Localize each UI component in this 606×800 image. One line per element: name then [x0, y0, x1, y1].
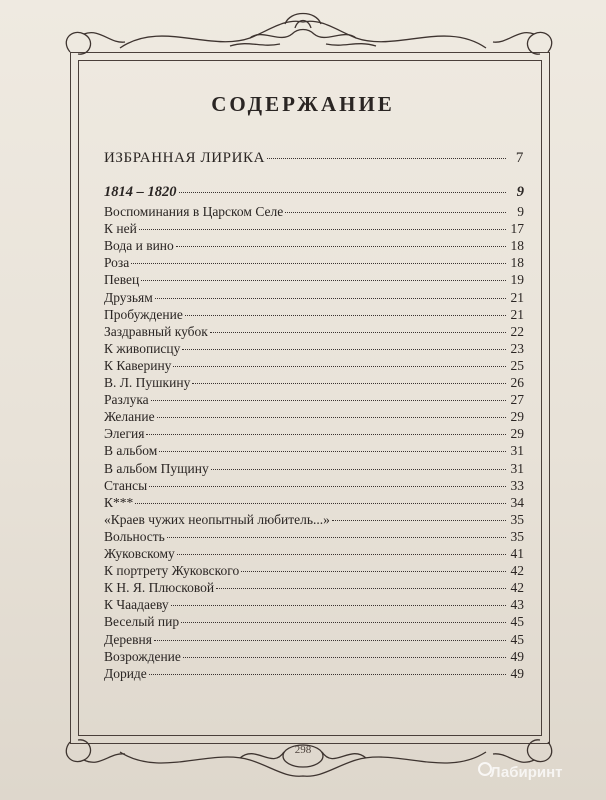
toc-leader-dots — [146, 434, 506, 435]
toc-entry-title: Певец — [104, 272, 140, 288]
toc-page-number: 18 — [510, 255, 524, 271]
toc-entry-row — [104, 204, 524, 220]
toc-page-number: 29 — [510, 426, 524, 442]
toc-leader-dots — [154, 640, 506, 641]
toc-entry-title: К ней — [104, 221, 137, 237]
page-title: СОДЕРЖАНИЕ — [211, 92, 395, 116]
toc-entry-title: Пробуждение — [104, 306, 183, 322]
toc-leader-dots — [139, 229, 506, 230]
toc-page-number: 49 — [510, 648, 524, 664]
toc-entry-row — [104, 666, 524, 682]
toc-page-number: 27 — [510, 392, 524, 408]
toc-entry-row — [104, 512, 524, 528]
toc-entry-row — [104, 529, 524, 545]
toc-period-row — [104, 184, 524, 201]
toc-entry-row — [104, 358, 524, 374]
toc-leader-dots — [179, 192, 507, 193]
toc-leader-dots — [182, 349, 506, 350]
toc-entry-row — [104, 426, 524, 442]
toc-entry-title: Вода и вино — [104, 238, 174, 254]
toc-leader-dots — [151, 400, 506, 401]
toc-leader-dots — [171, 605, 506, 606]
toc-leader-dots — [159, 451, 506, 452]
toc-entry-row — [104, 272, 524, 288]
toc-entry-row — [104, 375, 524, 391]
toc-entry-title: Стансы — [104, 477, 148, 493]
watermark-logo: Лабиринт — [490, 764, 563, 781]
toc-leader-dots — [210, 332, 506, 333]
toc-entry-row — [104, 580, 524, 596]
toc-entry-row — [104, 563, 524, 579]
toc-page-number: 49 — [510, 665, 524, 681]
toc-entry-row — [104, 392, 524, 408]
toc-entry-row — [104, 341, 524, 357]
toc-leader-dots — [267, 158, 506, 159]
toc-leader-dots — [332, 520, 506, 521]
toc-entry-title: Веселый пир — [104, 614, 180, 630]
toc-entry-title: Разлука — [104, 392, 149, 408]
toc-entry-row — [104, 409, 524, 425]
toc-entry-title: Желание — [104, 409, 155, 425]
toc-leader-dots — [241, 571, 506, 572]
toc-entry-title: Роза — [104, 255, 130, 271]
toc-entry-row — [104, 597, 524, 613]
toc-entry-title: В альбом — [104, 443, 158, 459]
toc-leader-dots — [141, 280, 506, 281]
toc-entry-title: Возрождение — [104, 648, 181, 664]
toc-entry-row — [104, 221, 524, 237]
toc-entry-row — [104, 290, 524, 306]
toc-entry-title: К Н. Я. Плюсковой — [104, 580, 215, 596]
toc-entry-title: К Чаадаеву — [104, 597, 169, 613]
toc-entry-title: Дориде — [104, 665, 147, 681]
toc-entry-title: К живописцу — [104, 340, 181, 356]
toc-page-number: 31 — [510, 460, 524, 476]
toc-leader-dots — [135, 503, 506, 504]
toc-entry-row — [104, 495, 524, 511]
toc-page-number: 18 — [510, 238, 524, 254]
toc-leader-dots — [173, 366, 506, 367]
toc-page-number: 43 — [510, 597, 524, 613]
toc-page-number: 9 — [516, 184, 524, 200]
toc-page-number: 9 — [517, 204, 524, 219]
toc-leader-dots — [176, 246, 506, 247]
toc-entry-title: Заздравный кубок — [104, 323, 208, 339]
toc-page-number: 19 — [510, 272, 524, 288]
toc-leader-dots — [131, 263, 506, 264]
toc-leader-dots — [211, 469, 506, 470]
toc-page-number: 45 — [510, 614, 524, 630]
toc-page-number: 21 — [510, 289, 524, 305]
toc-page-number: 45 — [510, 631, 524, 647]
toc-page-number: 29 — [510, 409, 524, 425]
toc-leader-dots — [185, 315, 506, 316]
toc-leader-dots — [149, 486, 506, 487]
toc-page-number: 42 — [510, 563, 524, 579]
toc-entry-row — [104, 443, 524, 459]
toc-entry-row — [104, 238, 524, 254]
toc-entry-title: Воспоминания в Царском Селе — [104, 204, 284, 219]
toc-page-number: 25 — [510, 357, 524, 373]
toc-page-number: 22 — [510, 323, 524, 339]
toc-leader-dots — [177, 554, 506, 555]
toc-page-number: 26 — [510, 375, 524, 390]
toc-page-number: 31 — [510, 443, 524, 459]
toc-page-number: 42 — [510, 580, 524, 596]
toc-entry-title: Деревня — [104, 631, 152, 647]
toc-entry-title: Жуковскому — [104, 546, 175, 561]
toc-page-number: 35 — [510, 511, 524, 527]
toc-section-row — [104, 150, 524, 167]
toc-entry-row — [104, 546, 524, 562]
toc-page-number: 23 — [510, 340, 524, 356]
toc-entry-title: Элегия — [104, 426, 145, 442]
toc-leader-dots — [149, 674, 506, 675]
toc-page-number: 17 — [510, 221, 524, 237]
toc-entry-title: Вольность — [104, 528, 165, 544]
toc-page-number: 33 — [510, 477, 524, 493]
toc-page-number: 21 — [510, 306, 524, 322]
toc-entry-title: «Краев чужих неопытный любитель...» — [104, 511, 330, 527]
toc-page-number: 41 — [510, 546, 524, 561]
toc-entry-title: Друзьям — [104, 289, 153, 305]
toc-page-number: 34 — [510, 494, 524, 510]
toc-leader-dots — [285, 212, 506, 213]
toc-section-label: ИЗБРАННАЯ ЛИРИКА — [104, 150, 266, 166]
toc-leader-dots — [192, 383, 506, 384]
toc-entry-row — [104, 255, 524, 271]
toc-leader-dots — [155, 298, 506, 299]
toc-page-number: 35 — [510, 528, 524, 544]
toc-entry-title: К*** — [104, 494, 134, 510]
toc-entry-row — [104, 461, 524, 477]
toc-leader-dots — [181, 622, 506, 623]
toc-page-number: 7 — [515, 150, 524, 166]
toc-leader-dots — [167, 537, 506, 538]
toc-entry-title: К Каверину — [104, 357, 172, 373]
toc-entry-row — [104, 307, 524, 323]
toc-leader-dots — [216, 588, 506, 589]
toc-leader-dots — [183, 657, 506, 658]
toc-period-label: 1814 – 1820 — [104, 184, 177, 200]
folio-number: 298 — [294, 744, 312, 756]
toc-entry-row — [104, 324, 524, 340]
toc-entry-row — [104, 649, 524, 665]
toc-leader-dots — [157, 417, 506, 418]
toc-entry-title: В альбом Пущину — [104, 460, 209, 476]
toc-entry-title: К портрету Жуковского — [104, 563, 240, 579]
toc-entry-row — [104, 478, 524, 494]
toc-entry-row — [104, 632, 524, 648]
toc-entry-title: В. Л. Пушкину — [104, 375, 191, 390]
toc-entry-row — [104, 614, 524, 630]
